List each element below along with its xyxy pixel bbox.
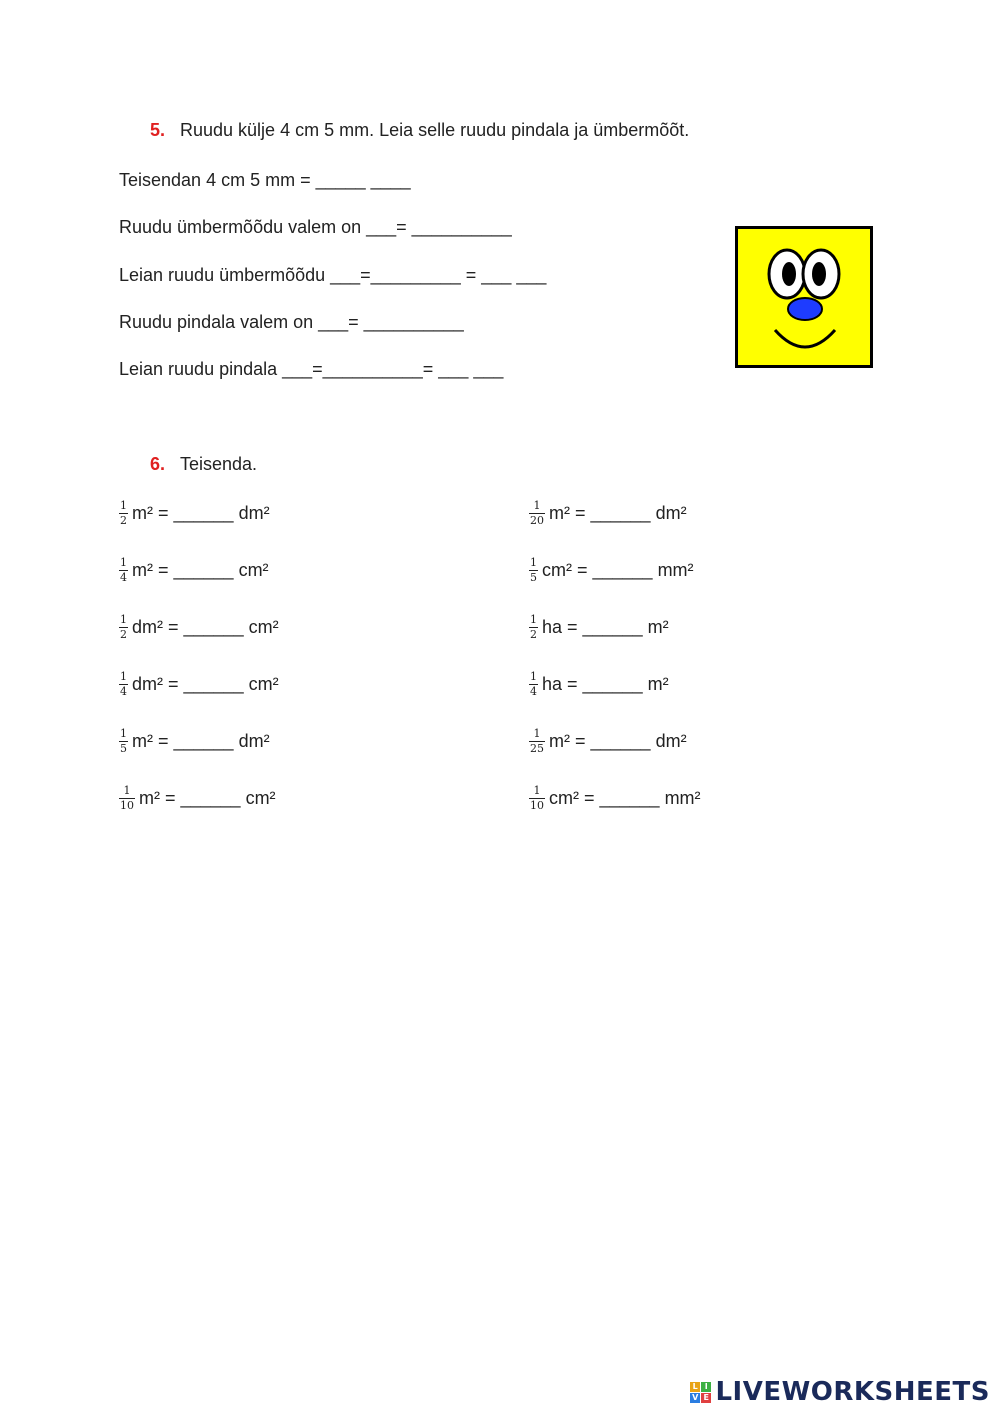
conversion-text: cm² = ______ mm² [549,788,701,808]
fraction-denominator: 2 [530,628,537,641]
fraction [529,728,545,755]
fraction [529,671,538,698]
conversion-text: dm² = ______ cm² [132,617,279,637]
fraction-denominator: 2 [120,628,127,641]
task6-number: 6. [150,454,166,474]
fraction-denominator: 5 [530,571,537,584]
fraction-denominator: 2 [120,514,127,527]
mark-letter: E [701,1393,711,1403]
conversion-row [119,728,270,755]
fraction [529,557,538,584]
task5-title [150,120,689,141]
fraction-denominator: 25 [530,742,544,755]
fraction [529,500,545,527]
conversion-row [119,500,270,527]
task5-number: 5. [150,120,166,140]
mark-letter: L [690,1382,700,1392]
conversion-row [529,557,694,584]
fraction-numerator: 1 [530,556,537,569]
task5-title-text: Ruudu külje 4 cm 5 mm. Leia selle ruudu pindala ja ümbermõõt. [180,120,690,140]
fraction-numerator: 1 [533,784,541,797]
fraction-denominator: 20 [530,514,544,527]
fraction-denominator: 4 [530,685,537,698]
fraction-numerator: 1 [120,670,127,683]
conversion-row [119,785,276,812]
task5-line-perimeter-calc: Leian ruudu ümbermõõdu ___=_________ = ___ ___ [119,265,547,285]
fraction-numerator: 1 [533,499,541,512]
fraction-denominator: 4 [120,685,127,698]
task5-line-perimeter-formula: Ruudu ümbermõõdu valem on ___= __________ [119,217,512,237]
task5-line-convert: Teisendan 4 cm 5 mm = _____ ____ [119,170,411,190]
conversion-row [119,614,279,641]
brand-name: LIVEWORKSHEETS [715,1377,990,1407]
liveworksheets-logo [690,1377,990,1407]
fraction [119,500,128,527]
conversion-text: m² = ______ dm² [549,731,687,751]
conversion-row [529,500,687,527]
fraction [119,614,128,641]
conversion-text: m² = ______ dm² [132,503,270,523]
conversion-row [119,557,269,584]
fraction-numerator: 1 [530,670,537,683]
fraction [529,785,545,812]
conversion-text: cm² = ______ mm² [542,560,694,580]
conversion-text: m² = ______ cm² [132,560,269,580]
task6-title-text: Teisenda. [180,454,258,474]
fraction-numerator: 1 [123,784,131,797]
fraction-numerator: 1 [120,499,127,512]
fraction [119,785,135,812]
fraction-numerator: 1 [120,727,127,740]
fraction [119,671,128,698]
conversion-row [119,671,279,698]
fraction-numerator: 1 [530,613,537,626]
fraction-denominator: 5 [120,742,127,755]
conversion-text: m² = ______ dm² [549,503,687,523]
fraction [529,614,538,641]
conversion-text: m² = ______ dm² [132,731,270,751]
smiley-square-image [735,226,873,368]
mark-letter: I [701,1382,711,1392]
fraction-numerator: 1 [120,613,127,626]
fraction-denominator: 4 [120,571,127,584]
fraction [119,557,128,584]
fraction-numerator: 1 [120,556,127,569]
conversion-text: ha = ______ m² [542,617,669,637]
task6-title [150,454,257,475]
task5-line-area-calc: Leian ruudu pindala ___=__________= ___ ___ [119,359,504,379]
conversion-row [529,785,701,812]
conversion-text: dm² = ______ cm² [132,674,279,694]
conversion-text: m² = ______ cm² [139,788,276,808]
fraction-denominator: 10 [120,799,134,812]
fraction-numerator: 1 [533,727,541,740]
conversion-text: ha = ______ m² [542,674,669,694]
task5-line-area-formula: Ruudu pindala valem on ___= __________ [119,312,464,332]
liveworksheets-mark-icon [690,1382,711,1403]
mark-letter: V [692,1392,699,1402]
conversion-row [529,728,687,755]
conversion-row [529,671,669,698]
fraction-denominator: 10 [530,799,544,812]
conversion-row [529,614,669,641]
fraction [119,728,128,755]
